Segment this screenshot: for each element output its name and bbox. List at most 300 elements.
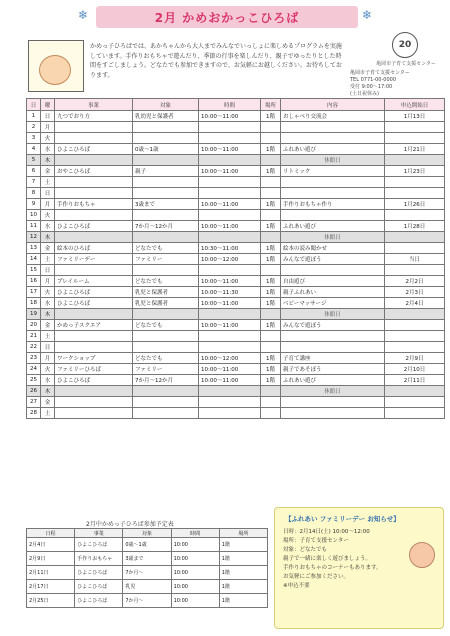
cell-event [55,342,133,353]
cell-weekday: 金 [41,397,55,408]
schedule-row [27,210,445,221]
cell-apply: 2月11日 [385,375,445,386]
header-content: 内容 [281,99,385,111]
schedule-row [27,155,445,166]
cell-content: 自由遊び [281,276,385,287]
cell-place: 1階 [261,287,281,298]
cell-weekday: 月 [41,199,55,210]
cell-day: 17 [27,287,41,298]
cell-event: 手作りおもちゃ [55,199,133,210]
header-target: 対象 [133,99,199,111]
header-place: 場所 [261,99,281,111]
cell-day: 6 [27,166,41,177]
cell-content [281,133,385,144]
cell-apply [385,232,445,243]
cell-target: ファミリー [133,254,199,265]
cell-place: 1階 [261,199,281,210]
org-logo [376,28,436,68]
cell-day: 20 [27,320,41,331]
cell-place [261,177,281,188]
cell-place [261,155,281,166]
intro-text: かめっ子ひろばでは、あかちゃんから大人までみんなでいっしょに楽しめるプログラムを実施しています。手作りおもちゃで遊んだり、季節の行事を楽しんだり、親子でゆったりとした時間をすごしましょう。どなたでも参加できますので、お気軽にお越しください。お待ちしております。 [90,43,342,79]
cell-place: 1階 [261,111,281,122]
cell-weekday: 火 [41,364,55,375]
cell-day: 12 [27,232,41,243]
cell-event: おやこひろば [55,166,133,177]
cell-weekday: 木 [41,309,55,320]
sub-cell: 1階 [219,552,267,566]
sub-cell: 2月25日 [27,594,75,608]
cell-weekday: 火 [41,210,55,221]
header-weekday: 曜 [41,99,55,111]
intro-illustration [28,40,84,92]
cell-time [199,177,261,188]
schedule-row [27,386,445,397]
cell-content [281,122,385,133]
sub-cell: 1階 [219,566,267,580]
cell-place: 1階 [261,364,281,375]
cell-event [55,265,133,276]
cell-event [55,232,133,243]
cell-time: 10:00〜11:00 [199,111,261,122]
sub-row [27,580,268,594]
sub-cell: 1階 [219,580,267,594]
cell-apply: 1月21日 [385,144,445,155]
header-day: 日 [27,99,41,111]
cell-day: 13 [27,243,41,254]
schedule-row [27,221,445,232]
cell-event [55,331,133,342]
cell-weekday: 土 [41,331,55,342]
contact-line: 受付 9:00〜17:00 [350,84,393,90]
notice-line: 手作りおもちゃのコーナーもあります。 [283,565,382,571]
header-apply: 申込開始日 [385,99,445,111]
schedule-row [27,133,445,144]
cell-apply: 1月28日 [385,221,445,232]
contact-line: 亀岡市子育て支援センター [350,70,410,76]
notice-line: ※申込不要 [283,583,310,589]
cell-time: 10:00〜11:00 [199,199,261,210]
cell-apply [385,122,445,133]
cell-day: 27 [27,397,41,408]
cell-time: 10:00〜11:00 [199,298,261,309]
cell-target [133,188,199,199]
cell-day: 2 [27,122,41,133]
sub-cell: 10:00 [171,594,219,608]
cell-content: みんなで遊ぼう [281,320,385,331]
schedule-row [27,177,445,188]
child-illustration-icon [39,55,71,85]
cell-place: 1階 [261,298,281,309]
sub-cell: 7か月〜 [123,566,171,580]
cell-apply [385,155,445,166]
cell-weekday: 木 [41,232,55,243]
cell-event [55,133,133,144]
cell-time: 10:00〜11:00 [199,144,261,155]
page-title: 2月 かめおかっこひろば [154,10,300,25]
snowflake-icon: ❄ [362,8,373,22]
cell-event [55,122,133,133]
cell-apply [385,331,445,342]
cell-time [199,386,261,397]
cell-target [133,232,199,243]
cell-time: 10:00〜11:30 [199,287,261,298]
logo-mark: 20 [392,32,418,58]
cell-time: 10:00〜12:00 [199,353,261,364]
cell-day: 3 [27,133,41,144]
cell-day: 21 [27,331,41,342]
cell-place: 1階 [261,243,281,254]
sub-table-title: 2月中かめっ子ひろば参加予定表 [86,521,174,528]
cell-weekday: 火 [41,133,55,144]
sub-cell: ひよこひろば [75,580,123,594]
schedule-table [26,98,445,419]
cell-weekday: 日 [41,111,55,122]
cell-weekday: 木 [41,386,55,397]
sub-header: 日程 [27,529,75,538]
cell-event: ワークショップ [55,353,133,364]
cell-place [261,309,281,320]
cell-time: 10:00〜11:00 [199,320,261,331]
notice-line: 場所：子育て支援センター [283,538,349,544]
cell-place [261,265,281,276]
cell-target [133,386,199,397]
schedule-row [27,276,445,287]
cell-target: どなたでも [133,276,199,287]
contact-line: TEL 0771-00-0000 [350,77,397,83]
notice-body [283,528,435,591]
cell-target [133,177,199,188]
cell-apply: 2月9日 [385,353,445,364]
cell-content [281,342,385,353]
cell-place [261,342,281,353]
cell-time [199,342,261,353]
cell-target [133,331,199,342]
cell-event [55,177,133,188]
cell-place: 1階 [261,276,281,287]
schedule-row [27,397,445,408]
sub-cell: ひよこひろば [75,566,123,580]
cell-content: ふれあい遊び [281,144,385,155]
cell-day: 1 [27,111,41,122]
cell-weekday: 金 [41,320,55,331]
cell-event: ひよこひろば [55,144,133,155]
cell-day: 25 [27,375,41,386]
cell-day: 9 [27,199,41,210]
header-event: 事業 [55,99,133,111]
cell-content: おしゃべり交流会 [281,111,385,122]
cell-time: 10:00〜11:00 [199,221,261,232]
cell-target: どなたでも [133,353,199,364]
cell-day: 19 [27,309,41,320]
cell-event [55,188,133,199]
cell-time [199,309,261,320]
cell-time [199,188,261,199]
contact-info [350,70,442,98]
cell-target: 7か月〜12か月 [133,375,199,386]
schedule-row [27,199,445,210]
cell-content: 親子ふれあい [281,287,385,298]
cell-day: 26 [27,386,41,397]
cell-target: 乳児と保護者 [133,298,199,309]
cell-apply [385,320,445,331]
cell-content: 絵本の読み聞かせ [281,243,385,254]
cell-time: 10:00〜11:00 [199,276,261,287]
cell-time [199,122,261,133]
cell-target: ファミリー [133,364,199,375]
cell-target [133,265,199,276]
cell-apply [385,133,445,144]
contact-line: (土日祝休み) [350,91,379,97]
cell-event: ひよこひろば [55,221,133,232]
cell-event: ひよこひろば [55,375,133,386]
cell-content: 休館日 [281,232,385,243]
cell-content: 手作りおもちゃ作り [281,199,385,210]
cell-event [55,309,133,320]
cell-time [199,265,261,276]
cell-apply [385,265,445,276]
cell-target: 0歳〜1歳 [133,144,199,155]
cell-content: ベビーマッサージ [281,298,385,309]
cell-content: 子育て講座 [281,353,385,364]
cell-place [261,397,281,408]
cell-content [281,210,385,221]
cell-event [55,386,133,397]
cell-target: どなたでも [133,320,199,331]
schedule-row [27,408,445,419]
cell-content: 休館日 [281,386,385,397]
cell-day: 28 [27,408,41,419]
cell-apply: 1月13日 [385,111,445,122]
cell-weekday: 水 [41,375,55,386]
schedule-row [27,331,445,342]
cell-apply [385,188,445,199]
cell-content [281,408,385,419]
cell-weekday: 金 [41,166,55,177]
cell-target: 乳幼児と保護者 [133,111,199,122]
logo-text: 亀岡市子育て支援センター [376,61,436,67]
schedule-row [27,188,445,199]
cell-target: どなたでも [133,243,199,254]
cell-weekday: 火 [41,287,55,298]
cell-day: 15 [27,265,41,276]
title-banner [96,6,358,28]
schedule-row [27,243,445,254]
cell-event: ファミリーデー [55,254,133,265]
schedule-header-row [27,99,445,111]
sub-cell: 手作りおもちゃ [75,552,123,566]
cell-place [261,133,281,144]
cell-apply: 2月4日 [385,298,445,309]
sub-cell: 10:00 [171,552,219,566]
cell-time: 10:00〜11:00 [199,166,261,177]
cell-apply [385,342,445,353]
cell-apply [385,309,445,320]
sub-header: 時間 [171,529,219,538]
cell-content [281,397,385,408]
sub-cell: 2月4日 [27,538,75,552]
cell-event [55,210,133,221]
sub-cell: 2月9日 [27,552,75,566]
cell-event: ひよこひろば [55,298,133,309]
cell-place [261,210,281,221]
cell-event: 九つでおり方 [55,111,133,122]
cell-weekday: 土 [41,408,55,419]
cell-day: 11 [27,221,41,232]
cell-content [281,331,385,342]
cell-apply [385,210,445,221]
schedule-row [27,232,445,243]
cell-apply [385,243,445,254]
sub-row [27,538,268,552]
cell-event [55,408,133,419]
header-time: 時間 [199,99,261,111]
cell-weekday: 日 [41,342,55,353]
cell-target [133,155,199,166]
cell-weekday: 水 [41,144,55,155]
cell-time [199,408,261,419]
cell-time [199,210,261,221]
cell-place [261,331,281,342]
cell-weekday: 日 [41,265,55,276]
schedule-row [27,265,445,276]
cell-content: ふれあい遊び [281,375,385,386]
cell-day: 8 [27,188,41,199]
schedule-row [27,298,445,309]
cell-time [199,331,261,342]
cell-weekday: 水 [41,298,55,309]
cell-weekday: 月 [41,353,55,364]
cell-target: 乳児と保護者 [133,287,199,298]
cell-place: 1階 [261,320,281,331]
cell-weekday: 月 [41,122,55,133]
cell-content [281,188,385,199]
cell-event: ひよこひろば [55,287,133,298]
cell-weekday: 土 [41,254,55,265]
cell-place: 1階 [261,353,281,364]
schedule-row [27,122,445,133]
schedule-row [27,111,445,122]
sub-cell: 7か月〜 [123,594,171,608]
cell-apply [385,386,445,397]
sub-cell: 1階 [219,538,267,552]
snowflake-icon: ❄ [78,8,89,22]
cell-content: ふれあい遊び [281,221,385,232]
cell-weekday: 月 [41,276,55,287]
cell-event: プレイルーム [55,276,133,287]
cell-apply [385,397,445,408]
cell-place [261,188,281,199]
cell-time [199,155,261,166]
sub-cell: ひよこひろば [75,538,123,552]
sub-row [27,566,268,580]
cell-event [55,397,133,408]
cell-day: 7 [27,177,41,188]
cell-content: みんなで遊ぼう [281,254,385,265]
notice-box [274,507,444,629]
cell-content: 休館日 [281,155,385,166]
schedule-row [27,375,445,386]
cell-weekday: 木 [41,155,55,166]
notice-line: 日時：2月14日(土) 10:00〜12:00 [283,529,370,535]
cell-day: 18 [27,298,41,309]
cell-time [199,397,261,408]
sub-header: 対象 [123,529,171,538]
sub-cell: ひよこひろば [75,594,123,608]
cell-content: リトミック [281,166,385,177]
cell-content: 親子であそぼう [281,364,385,375]
cell-place [261,386,281,397]
cell-target [133,133,199,144]
cell-apply: 2月3日 [385,287,445,298]
sub-row [27,594,268,608]
cell-event [55,155,133,166]
cell-place: 1階 [261,144,281,155]
cell-content: 休館日 [281,309,385,320]
sub-cell: 10:00 [171,566,219,580]
cell-target [133,210,199,221]
cell-target: 親子 [133,166,199,177]
cell-weekday: 日 [41,188,55,199]
sub-cell: 10:00 [171,580,219,594]
cell-place: 1階 [261,375,281,386]
sub-cell: 乳児 [123,580,171,594]
cell-time [199,133,261,144]
cell-target [133,309,199,320]
notice-title: 【ふれあい ファミリーデー お知らせ】 [285,515,400,523]
sub-header: 事業 [75,529,123,538]
cell-place: 1階 [261,221,281,232]
cell-weekday: 金 [41,243,55,254]
cell-time: 10:00〜12:00 [199,254,261,265]
cell-apply [385,408,445,419]
cell-target: 7か月〜12か月 [133,221,199,232]
cell-day: 22 [27,342,41,353]
sub-table [26,528,268,608]
schedule-row [27,353,445,364]
cell-place [261,122,281,133]
cell-content [281,265,385,276]
sub-cell: 2月17日 [27,580,75,594]
cell-event: かめっ子スクエア [55,320,133,331]
notice-line: 対象：どなたでも [283,547,328,553]
cell-place [261,232,281,243]
cell-target: 3歳まで [133,199,199,210]
cell-apply: 2月10日 [385,364,445,375]
cell-apply: 2月2日 [385,276,445,287]
cell-time: 10:30〜11:00 [199,243,261,254]
cell-time: 10:00〜11:00 [199,375,261,386]
cell-day: 23 [27,353,41,364]
cell-target [133,408,199,419]
cell-target [133,122,199,133]
schedule-row [27,364,445,375]
notice-line: 親子で一緒に楽しく遊びましょう。 [283,556,372,562]
cell-time: 10:00〜11:00 [199,364,261,375]
notice-line: お気軽にご参加ください。 [283,574,350,580]
sub-cell: 3歳まで [123,552,171,566]
header [0,0,450,30]
sub-header-row [27,529,268,538]
sub-cell: 10:00 [171,538,219,552]
cell-place: 1階 [261,166,281,177]
sub-row [27,552,268,566]
cell-target [133,342,199,353]
cell-day: 4 [27,144,41,155]
schedule-row [27,342,445,353]
cell-weekday: 水 [41,221,55,232]
sub-cell: 0歳〜1歳 [123,538,171,552]
